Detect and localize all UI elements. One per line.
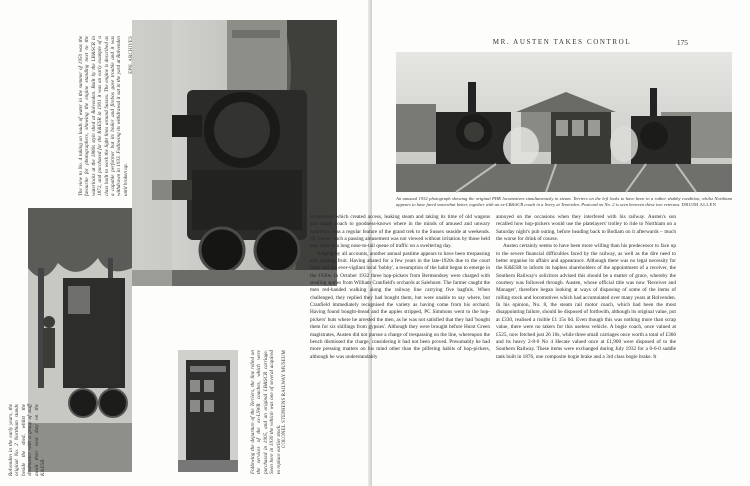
paragraph: locomotive which created access, leaking steam and taking its time of old wagons and single coach to goodness-knows where in the minds of amused and unwary motorists, was a regular feature of the grand trek to the Sussex seaside at weekends. Of course, such a passing amusement was not viewed without irritation by those held way back in a long nose-to-tail queue of traffic on a sweltering day. [310, 214, 490, 250]
running-head: MR. AUSTEN TAKES CONTROL [492, 38, 632, 46]
coach-photo [178, 350, 238, 472]
caption-shed-text: Rolvenden in the early years, the original No. 2 Northiam stands beside the shed, whilst the shedmaster with a group of staff await their next duty on the K&ESR. [8, 404, 47, 476]
photo-caption-text: An unusual 1932 photograph showing the original PHR locomotives simultaneously in steam. Terriers on the left looks to have been in a rather shabby condition, whilst Northiam appears to have fared somewhat better, together with an ex-LB&SCR coach in a livery at Tenterden. Postcard on No. 2 is seen between these two veterans. [396, 196, 732, 207]
right-page [310, 0, 750, 486]
photo-caption [396, 196, 732, 207]
locomotives-photo [396, 52, 732, 192]
page-number: 175 [676, 38, 688, 47]
caption-large-credit: EPH. ARCHIVES [129, 36, 135, 74]
caption-shed-photo [8, 404, 46, 476]
caption-large-photo [78, 36, 136, 196]
body-column-2 [496, 214, 676, 361]
caption-coach-credit: COLONEL STEPHENS RAILWAY MUSEUM [282, 350, 288, 448]
caption-coach-photo [250, 350, 288, 474]
locomotive-photo-large [132, 20, 337, 286]
caption-coach-text: Following the departure of the Terriers, the line relied on the services of the ex-LSWR coaches, which were purchased in 1905, and an original LB&SCR carriage. Seen here in 1930 the vehicle was one of several acquired to replace earlier stock. [250, 350, 282, 474]
caption-large-text: The view to No. 4 taking on loads of water in the summer of 1950 was the favourite for photographers, showing the engine standing next to the waterlocks at the 1880s style shed at Rolvenden. Built by the LB&SCR in 1872, and purchased for the K&ESR in 1901 it was an early example of a class built to work the light lines around Sussex. The engine is described as a capable performer but its boiler and firebox gave trouble and it was withdrawn in 1933. Following its withdrawal it sat in the yard at Rolvenden until broken up. [78, 36, 129, 196]
body-column-1 [310, 214, 490, 361]
paragraph: Austen certainly seems to have been more willing than his predecessor to face up to the severe financial difficulties faced by the railway, as well as the dire need to better organise its affairs and appearance. Although there was no legal necessity for the K&ESR to inform its hapless shareholders of the appointment of a receiver, the Southern Railway's solicitors advised this should be a matter of grace, whereby the courtesy was followed through. Austen, whose official title was now 'Receiver and Manager', therefore began looking at ways of disposing of some of the items of rolling stock and locomotives which had accumulated over many years at Rolvenden. In his opinion, No. 8, the steam rail motor coach, which had been the most disappointing failure, should be disposed of forthwith, although its original value, put at £330, realised a risible £1 15s 0d. Even though this was nothing more than scrap value, there were no takers for this useless vehicle. A bogie coach, once valued at £525, now fetched just 26 10s, while three small carriages once worth a total of £366 and its heavy 2-8-0 No 4 Hecate valued once at £1,900 were disposed of to the Southern Railway. These items were exchanged during July 1932 for a 0-6-0 saddle tank built in 1876, one composite bogie brake and a 3rd class bogie brake. It [496, 243, 676, 360]
paragraph: annoyed on the occasions when they interfered with his railway. Austen's son recalled how hop-pickers would use the platelayers' trolley to ride to Northiam on a Saturday night's pub outing, before heading back to Bodiam on it afterwards – much the worse for drink of course. [496, 214, 676, 243]
paragraph: Judging by all accounts, another annual pastime appears to have been trespassing and stealing fruit. Having abated for a few years in the late-1920s due to the court fines and the ever-vigilant local 'bobby', a resumption of the habit began to emerge in the 1930s. In October 1932 three hop-pickers from Bermondsey were charged with stealing apples from William Cranfield's orchards at Salehurst. The farmer caught the men red-handed walking along the railway line carrying five bagfuls. When challenged, they replied they had bought them, but were unable to say where, but Cranfield immediately recognised the variety as having come from his orchard. Having found bought-bread and the apples stripped, PC Simmons went to the hop-pickers' huts where he arrested the men, as he was not satisfied that they had 'bought them for six shillings from gypsies'. Although they were brought before Hurst Green magistrates, Austen did not pursue a charge of trespassing on the line, whereupon the bench dismissed the charge, considering it had not been proved. Presumably he had more pressing matters on his mind other than the pilfering habits of hop-pickers, although he was understandably [310, 250, 490, 360]
photo-caption-credit: DRUIM ALLEN [681, 201, 717, 207]
